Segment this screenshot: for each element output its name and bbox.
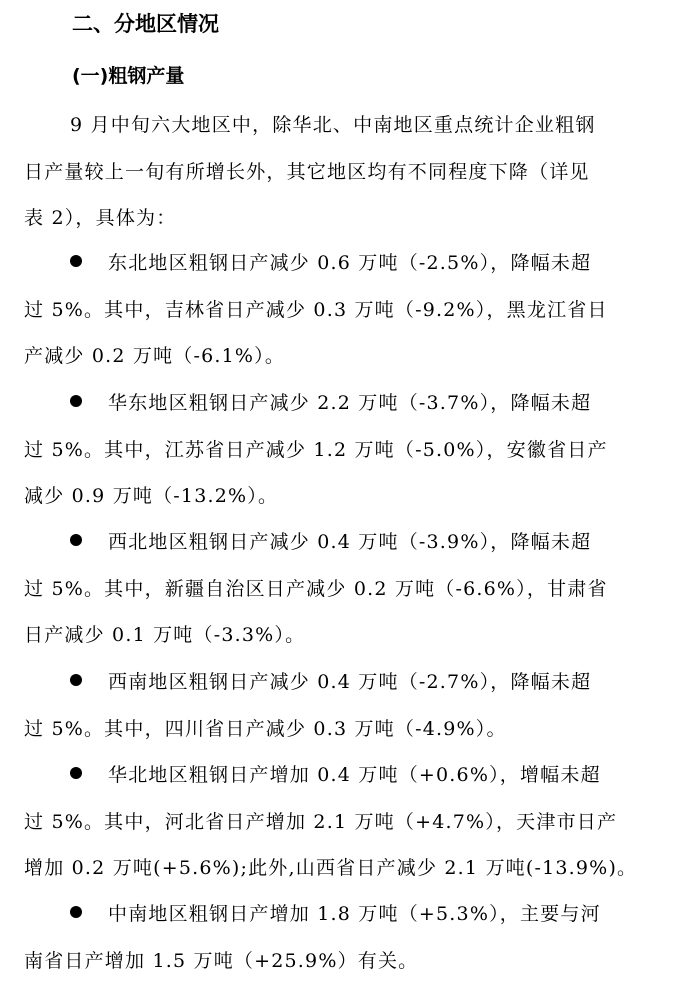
bullet-item-text: 过 5%。其中，江苏省日产减少 1.2 万吨（-5.0%），安徽省日产 [24,438,608,461]
bullet-item-east [24,380,644,520]
bullet-icon [70,906,82,918]
bullet-item-text: 过 5%。其中，新疆自治区日产减少 0.2 万吨（-6.6%），甘肃省 [24,577,608,600]
bullet-icon [70,255,82,267]
bullet-item-text: 中南地区粗钢日产增加 1.8 万吨（+5.3%），主要与河 [108,903,601,925]
subsection-title: (一)粗钢产量 [72,65,185,87]
bullet-item-text: 华北地区粗钢日产增加 0.4 万吨（+0.6%），增幅未超 [108,764,601,786]
bullet-item-text: 华东地区粗钢日产减少 2.2 万吨（-3.7%），降幅未超 [108,392,592,414]
bullet-item-central-south [24,891,644,984]
bullet-item-north [24,752,644,892]
intro-line: 9 月中旬六大地区中，除华北、中南地区重点统计企业粗钢 [70,114,596,136]
bullet-icon [70,767,82,779]
bullet-item-text: 过 5%。其中，河北省日产增加 2.1 万吨（+4.7%），天津市日产 [24,810,618,833]
bullet-item-text: 日产减少 0.1 万吨（-3.3%）。 [24,624,306,646]
bullet-item-northwest [24,519,644,659]
bullet-item-text: 西北地区粗钢日产减少 0.4 万吨（-3.9%），降幅未超 [108,531,592,553]
bullet-item-text: 增加 0.2 万吨(+5.6%);此外,山西省日产减少 2.1 万吨(-13.9%)。 [24,857,638,879]
bullet-icon [70,534,82,546]
bullet-item-text: 东北地区粗钢日产减少 0.6 万吨（-2.5%），降幅未超 [108,252,592,274]
bullet-item-text: 减少 0.9 万吨（-13.2%）。 [24,485,279,507]
intro-line: 日产量较上一旬有所增长外，其它地区均有不同程度下降（详见 [24,160,590,183]
section-title: 二、分地区情况 [72,12,219,36]
bullet-icon [70,674,82,686]
bullet-item-text: 过 5%。其中，吉林省日产减少 0.3 万吨（-9.2%），黑龙江省日 [24,298,608,321]
bullet-item-text: 南省日产增加 1.5 万吨（+25.9%）有关。 [24,949,419,972]
bullet-icon [70,395,82,407]
bullet-item-text: 西南地区粗钢日产减少 0.4 万吨（-2.7%），降幅未超 [108,671,592,693]
intro-line: 表 2），具体为： [24,207,177,229]
bullet-item-northeast [24,240,644,380]
bullet-item-text: 过 5%。其中，四川省日产减少 0.3 万吨（-4.9%）。 [24,717,507,740]
bullet-item-southwest [24,659,644,752]
bullet-item-text: 产减少 0.2 万吨（-6.1%）。 [24,345,286,367]
intro-paragraph [24,102,644,242]
